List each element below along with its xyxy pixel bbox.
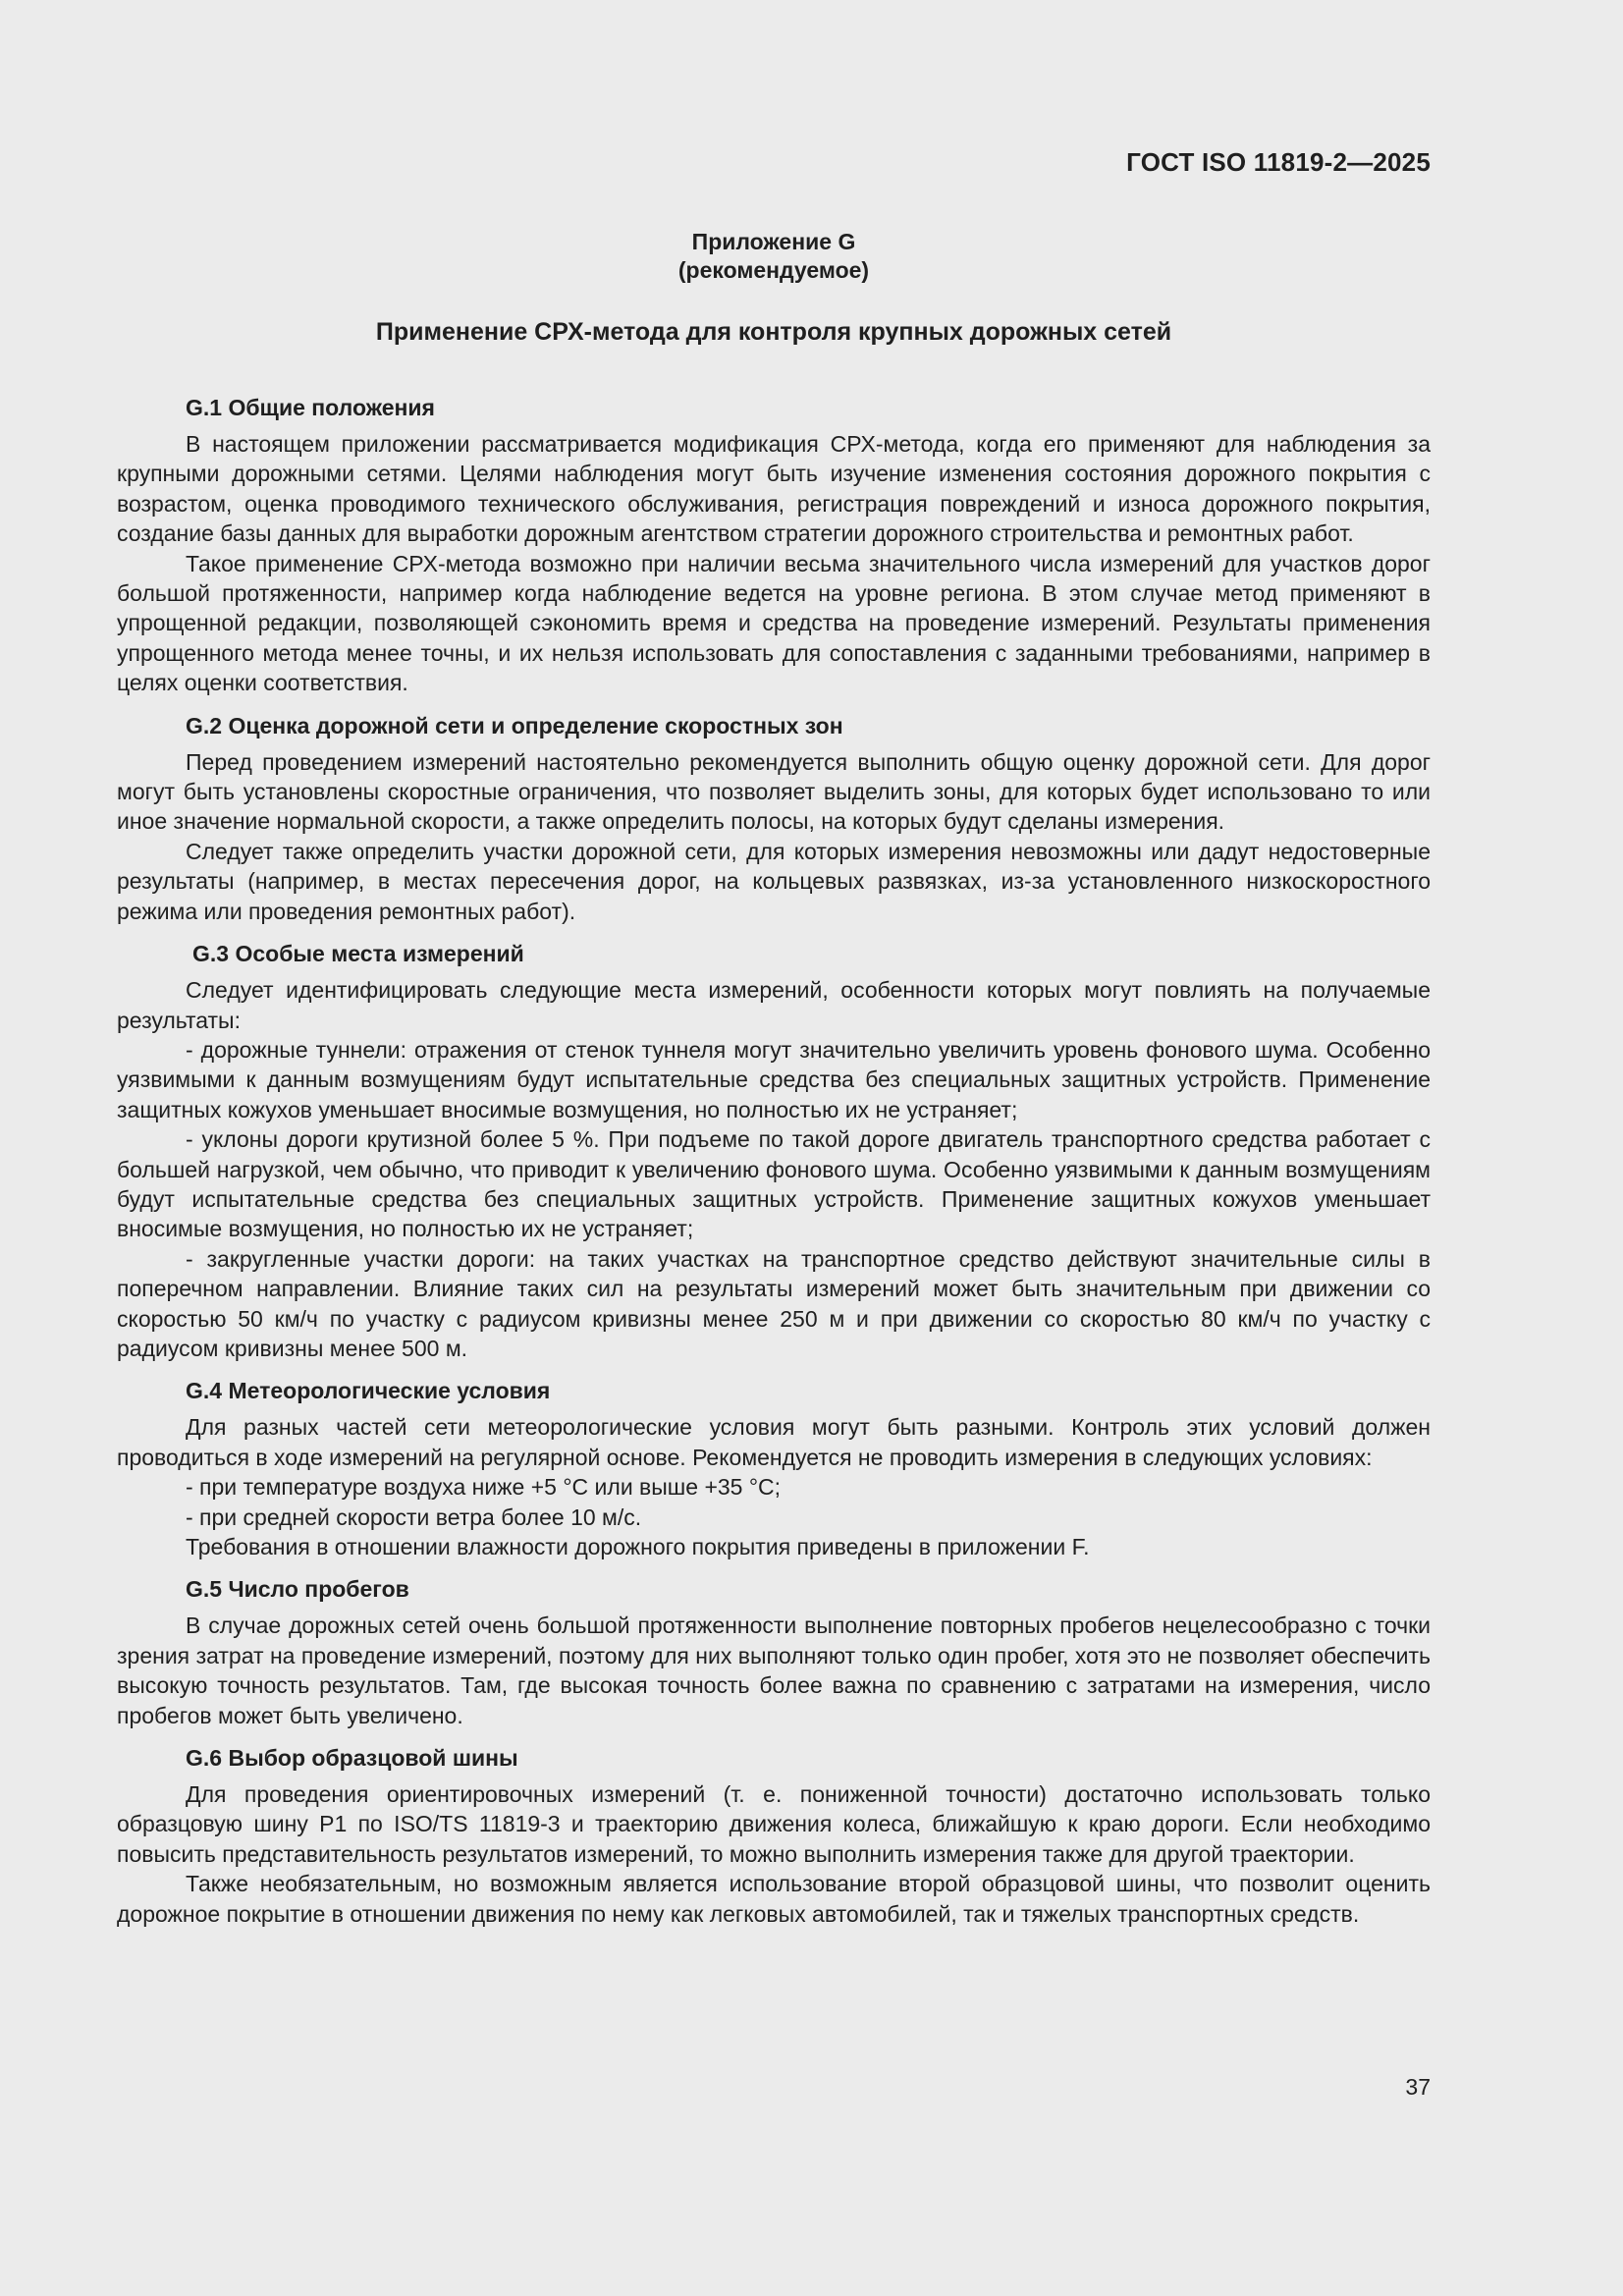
section-g1 xyxy=(117,393,1431,698)
section-title: G.6 Выбор образцовой шины xyxy=(186,1745,518,1772)
section-title: G.3 Особые места измерений xyxy=(192,941,524,967)
paragraph: Перед проведением измерений настоятельно рекомендуется выполнить общую оценку дорожной сети. Для дорог могут быть установлены скоростные ограничения, что позволяет выделить зоны, для которых будет использовано то или иное значение нормальной скорости, а также определить полосы, на которых будут сделаны измерения. xyxy=(117,748,1431,835)
section-g4 xyxy=(117,1376,1431,1561)
paragraph: В случае дорожных сетей очень большой протяженности выполнение повторных пробегов нецелесообразно с точки зрения затрат на проведение измерений, поэтому для них выполняют только один пробег, хотя это не позволяет обеспечить высокую точность результатов. Там, где высокая точность более важна по сравнению с затратами на измерения, число пробегов может быть увеличено. xyxy=(117,1613,1431,1728)
paragraph: Следует идентифицировать следующие места измерений, особенности которых могут повлиять на получаемые результаты: xyxy=(117,977,1431,1033)
list-item: - дорожные туннели: отражения от стенок туннеля могут значительно увеличить уровень фонового шума. Особенно уязвимыми к данным возмущениям будут испытательные средства без специальных защитных устройств. Применение защитных кожухов уменьшает вносимые возмущения, но полностью их не устраняет; xyxy=(117,1036,1431,1122)
paragraph: Для разных частей сети метеорологические условия могут быть разными. Контроль этих условий должен проводиться в ходе измерений на регулярной основе. Рекомендуется не проводить измерения в следующих условиях: xyxy=(117,1414,1431,1470)
paragraph: В настоящем приложении рассматривается модификация СРХ-метода, когда его применяют для наблюдения за крупными дорожными сетями. Целями наблюдения могут быть изучение изменения состояния дорожного покрытия с возрастом, оценка проводимого технического обслуживания, регистрация повреждений и износа дорожного покрытия, создание базы данных для выработки дорожным агентством стратегии дорожного строительства и ремонтных работ. xyxy=(117,431,1431,547)
list-item: - уклоны дороги крутизной более 5 %. При подъеме по такой дороге двигатель транспортного средства работает с большей нагрузкой, чем обычно, что приводит к увеличению фонового шума. Особенно уязвимыми к данным возмущениям будут испытательные средства без специальных защитных устройств. Применение защитных кожухов уменьшает вносимые возмущения, но полностью их не устраняет; xyxy=(117,1126,1431,1242)
section-title: G.4 Метеорологические условия xyxy=(186,1378,551,1404)
paragraph: Следует также определить участки дорожной сети, для которых измерения невозможны или дадут недостоверные результаты (например, в местах пересечения дорог, на кольцевых развязках, из-за установленного низкоскоростного режима или проведения ремонтных работ). xyxy=(117,838,1431,924)
paragraph: Также необязательным, но возможным является использование второй образцовой шины, что позволит оценить дорожное покрытие в отношении движения по нему как легковых автомобилей, так и тяжелых транспортных средств. xyxy=(117,1871,1431,1927)
list-item: - при средней скорости ветра более 10 м/с. xyxy=(186,1503,642,1530)
page-number: 37 xyxy=(1405,2074,1431,2100)
appendix-heading xyxy=(0,228,1547,285)
section-g3 xyxy=(117,939,1431,1363)
paragraph: Такое применение СРХ-метода возможно при наличии весьма значительного числа измерений для участков дорог большой протяженности, например когда наблюдение ведется на уровне региона. В этом случае метод применяют в упрощенной редакции, позволяющей сэкономить время и средства на проведение измерений. Результаты применения упрощенного метода менее точны, и их нельзя использовать для сопоставления с заданными требованиями, например в целях оценки соответствия. xyxy=(117,550,1431,696)
appendix-label: Приложение G xyxy=(691,229,856,254)
appendix-status: (рекомендуемое) xyxy=(677,257,870,283)
document-body xyxy=(117,393,1431,1929)
paragraph: Для проведения ориентировочных измерений (т. е. пониженной точности) достаточно использовать только образцовую шину Р1 по ISO/TS 11819-3 и траекторию движения колеса, ближайшую к краю дороги. Если необходимо повысить представительность результатов измерений, то можно выполнить измерения также для другой траектории. xyxy=(117,1781,1431,1867)
section-title: G.1 Общие положения xyxy=(186,395,435,420)
section-g5 xyxy=(117,1574,1431,1730)
document-code: ГОСТ ISO 11819-2—2025 xyxy=(1126,147,1431,177)
paragraph: Требования в отношении влажности дорожного покрытия приведены в приложении F. xyxy=(186,1534,1090,1559)
section-title: G.2 Оценка дорожной сети и определение скоростных зон xyxy=(186,712,843,738)
appendix-title: Применение СРХ-метода для контроля крупных дорожных сетей xyxy=(375,318,1172,346)
list-item: - при температуре воздуха ниже +5 °С или выше +35 °С; xyxy=(186,1474,782,1501)
section-title: G.5 Число пробегов xyxy=(186,1576,409,1603)
list-item: - закругленные участки дороги: на таких участках на транспортное средство действуют значительные силы в поперечном направлении. Влияние таких сил на результаты измерений может быть значительным при движении со скоростью 50 км/ч по участку с радиусом кривизны менее 250 м и при движении со скоростью 80 км/ч по участку с радиусом кривизны менее 500 м. xyxy=(117,1245,1431,1361)
section-g6 xyxy=(117,1743,1431,1929)
section-g2 xyxy=(117,711,1431,926)
